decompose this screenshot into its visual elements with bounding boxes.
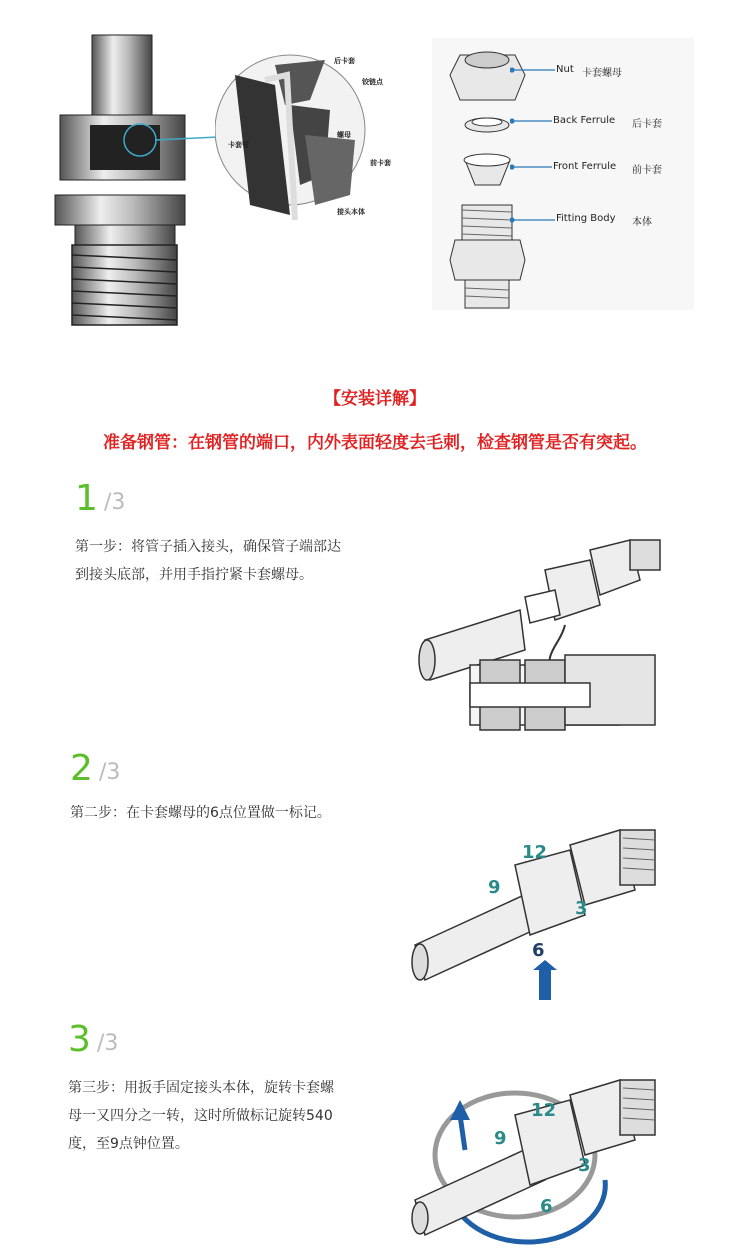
step-3-mark-12: 12	[531, 1100, 557, 1121]
step-1-total: /3	[104, 490, 126, 515]
step-2-total: /3	[99, 760, 121, 785]
step-3-total: /3	[97, 1031, 119, 1056]
step-3-number: 3	[68, 1019, 91, 1060]
label-front-ferrule: 前卡套	[370, 159, 391, 167]
step-1-text	[75, 533, 341, 589]
step-2-mark-12: 12	[522, 842, 548, 863]
step-2-mark-3: 3	[575, 898, 588, 919]
label-fitting-body-cn: 本体	[632, 217, 652, 228]
step-2-number: 2	[70, 748, 93, 789]
step-2-mark-9: 9	[488, 877, 501, 898]
step-1-line-1: 第一步：将管子插入接头，确保管子端部达	[75, 539, 341, 555]
step-2-line-1: 第二步：在卡套螺母的6点位置做一标记。	[70, 805, 331, 821]
label-nut: 螺母	[337, 131, 351, 139]
step-3-illustration	[405, 1070, 665, 1245]
label-front-ferrule-cn: 前卡套	[632, 165, 662, 176]
step-3-mark-9: 9	[494, 1128, 507, 1149]
step-2-mark-6: 6	[532, 940, 545, 961]
label-back-ferrule-en: Back Ferrule	[553, 115, 616, 126]
label-front-ferrule-en: Front Ferrule	[553, 161, 617, 172]
step-1-line-2: 到接头底部，并用手指拧紧卡套螺母。	[75, 567, 313, 583]
step-1-illustration	[415, 535, 665, 745]
label-ferrule: 卡套管	[228, 141, 249, 149]
label-nut-cn: 卡套螺母	[582, 68, 622, 79]
step-3-line-1: 第三步：用扳手固定接头本体，旋转卡套螺	[68, 1080, 334, 1096]
section-title: 【安装详解】	[324, 389, 426, 409]
cutaway-fitting-illustration	[50, 30, 230, 330]
label-back-ferrule-cn: 后卡套	[632, 119, 662, 130]
label-body: 接头本体	[337, 208, 365, 216]
step-3-line-2: 母一又四分之一转，这时所做标记旋转540	[68, 1108, 333, 1124]
step-3-line-3: 度，至9点钟位置。	[68, 1136, 189, 1152]
label-nut-en: Nut	[556, 64, 574, 75]
prep-instructions: 准备钢管：在钢管的端口，内外表面轻度去毛刺，检查钢管是否有突起。	[103, 433, 647, 453]
exploded-leader-lines	[510, 60, 560, 230]
step-3-text	[68, 1074, 334, 1158]
step-3-mark-3: 3	[578, 1155, 591, 1176]
label-back-ferrule: 后卡套	[334, 57, 355, 65]
step-3-mark-6: 6	[540, 1196, 553, 1217]
label-fitting-body-en: Fitting Body	[556, 213, 616, 224]
step-2-text	[70, 799, 331, 827]
detail-magnifier	[215, 45, 375, 225]
step-1-number: 1	[75, 478, 98, 519]
label-hinge-point: 铰链点	[362, 78, 383, 86]
